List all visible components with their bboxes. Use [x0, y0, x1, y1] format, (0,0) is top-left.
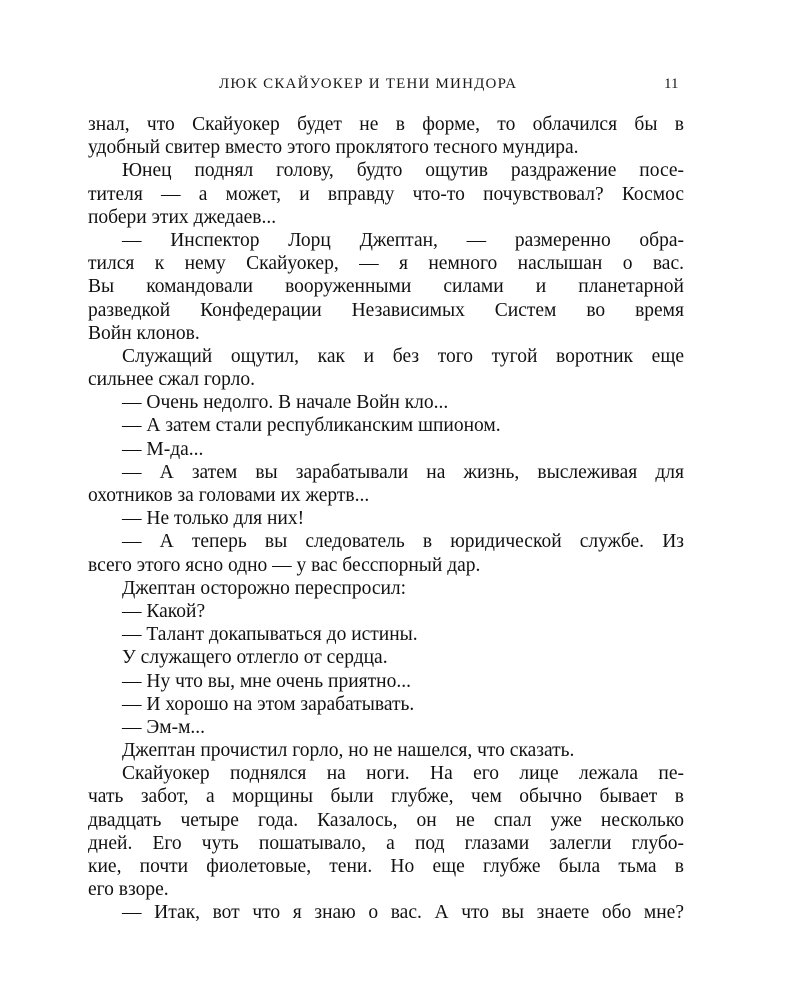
text-line: Служащий ощутил, как и без того тугой воротник еще: [122, 345, 684, 367]
page-number: 11: [664, 76, 679, 92]
text-line: знал, что Скайуокер будет не в форме, то облачился бы в: [88, 114, 684, 135]
text-line: — Талант докапываться до истины.: [122, 624, 418, 646]
text-line: — Очень недолго. В начале Войн кло...: [122, 392, 449, 414]
text-line: Войн клонов.: [88, 322, 200, 344]
text-line: его взоре.: [88, 879, 169, 901]
running-title: ЛЮК СКАЙУОКЕР И ТЕНИ МИНДОРА: [219, 76, 518, 92]
text-line: — Ну что вы, мне очень приятно...: [122, 670, 411, 692]
text-line: удобный свитер вместо этого проклятого тесного мундира.: [88, 137, 579, 159]
text-line: — А затем стали республиканским шпионом.: [122, 415, 501, 437]
text-line: дней. Его чуть пошатывало, а под глазами залегли глубо-: [88, 832, 684, 854]
text-line: разведкой Конфедерации Независимых Систем во время: [88, 299, 684, 321]
text-line: — И хорошо на этом зарабатывать.: [122, 693, 415, 715]
text-line: — А теперь вы следователь в юридической службе. Из: [122, 531, 684, 553]
text-line: — Инспектор Лорц Джептан, — размеренно обра-: [122, 229, 684, 251]
text-line: У служащего отлегло от сердца.: [122, 647, 388, 669]
text-line: — А затем вы зарабатывали на жизнь, выслеживая для: [122, 461, 684, 483]
text-line: тителя — а может, и вправду что-то почувствовал? Космос: [88, 183, 684, 205]
text-line: побери этих джедаев...: [88, 206, 277, 228]
text-line: Юнец поднял голову, будто ощутив раздражение посе-: [122, 160, 684, 182]
text-line: сильнее сжал горло.: [88, 369, 256, 391]
text-line: Джептан осторожно переспросил:: [122, 577, 407, 599]
text-line: — М-да...: [122, 438, 204, 460]
text-line: чать забот, а морщины были глубже, чем обычно бывает в: [88, 786, 684, 808]
text-line: охотников за головами их жертв...: [88, 485, 370, 506]
body-text: [88, 113, 684, 925]
text-line: кие, почти фиолетовые, тени. Но еще глубже была тьма в: [88, 856, 684, 877]
text-line: всего этого ясно одно — у вас бесспорный дар.: [88, 554, 481, 576]
text-line: двадцать четыре года. Казалось, он не спал уже несколько: [88, 809, 684, 831]
text-line: — Итак, вот что я знаю о вас. А что вы знаете обо мне?: [122, 902, 684, 924]
text-line: — Какой?: [122, 600, 206, 622]
text-line: — Не только для них!: [122, 508, 305, 530]
text-line: Скайуокер поднялся на ноги. На его лице лежала пе-: [122, 763, 684, 785]
text-line: тился к нему Скайуокер, — я немного наслышан о вас.: [88, 253, 684, 275]
text-line: Джептан прочистил горло, но не нашелся, что сказать.: [122, 740, 575, 762]
text-line: — Эм-м...: [122, 716, 206, 738]
text-line: Вы командовали вооруженными силами и планетарной: [88, 276, 684, 298]
